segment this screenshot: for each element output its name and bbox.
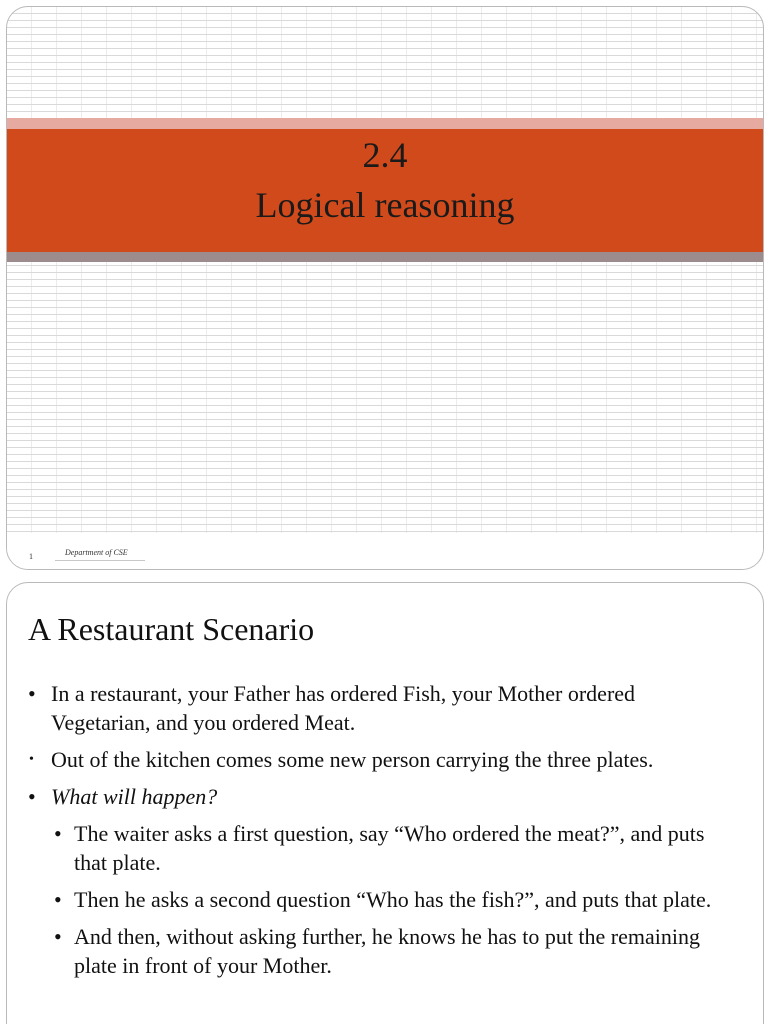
sub-bullet-text: And then, without asking further, he knows he has to put the remaining plate in front of your Mother. <box>74 924 701 978</box>
bullet-item <box>7 745 715 774</box>
slide-title: Logical reasoning <box>255 185 515 225</box>
bullet-marker: • <box>29 752 34 767</box>
title-bottom-strip <box>7 252 763 262</box>
bullet-marker: • <box>28 784 36 809</box>
title-top-strip <box>7 118 763 129</box>
bullet-marker: • <box>28 681 36 706</box>
bullet-marker: • <box>54 887 62 912</box>
bullet-item <box>7 782 715 811</box>
footer-department: Department of CSE <box>65 548 128 557</box>
bullet-item <box>7 679 715 737</box>
content-slide <box>6 582 764 1024</box>
bullet-list <box>7 679 763 988</box>
content-slide-title: A Restaurant Scenario <box>28 611 315 647</box>
sub-bullet-item <box>7 922 722 980</box>
title-band <box>7 129 763 252</box>
bullet-text: What will happen? <box>51 784 218 809</box>
slide-footer <box>7 533 763 569</box>
sub-bullet-text: Then he asks a second question “Who has the fish?”, and puts that plate. <box>74 887 712 912</box>
bullet-marker: • <box>54 924 62 949</box>
title-slide <box>6 6 764 570</box>
footer-divider <box>55 560 145 561</box>
sub-bullet-item <box>7 819 722 877</box>
footer-page-number: 1 <box>29 552 33 561</box>
sub-bullet-item <box>7 885 722 914</box>
section-number: 2.4 <box>362 135 408 175</box>
bullet-marker: • <box>54 821 62 846</box>
bullet-text: Out of the kitchen comes some new person carrying the three plates. <box>51 747 654 772</box>
bullet-text: In a restaurant, your Father has ordered Fish, your Mother ordered Vegetarian, and you ordered Meat. <box>51 681 636 735</box>
sub-bullet-text: The waiter asks a first question, say “Who ordered the meat?”, and puts that plate. <box>74 821 705 875</box>
